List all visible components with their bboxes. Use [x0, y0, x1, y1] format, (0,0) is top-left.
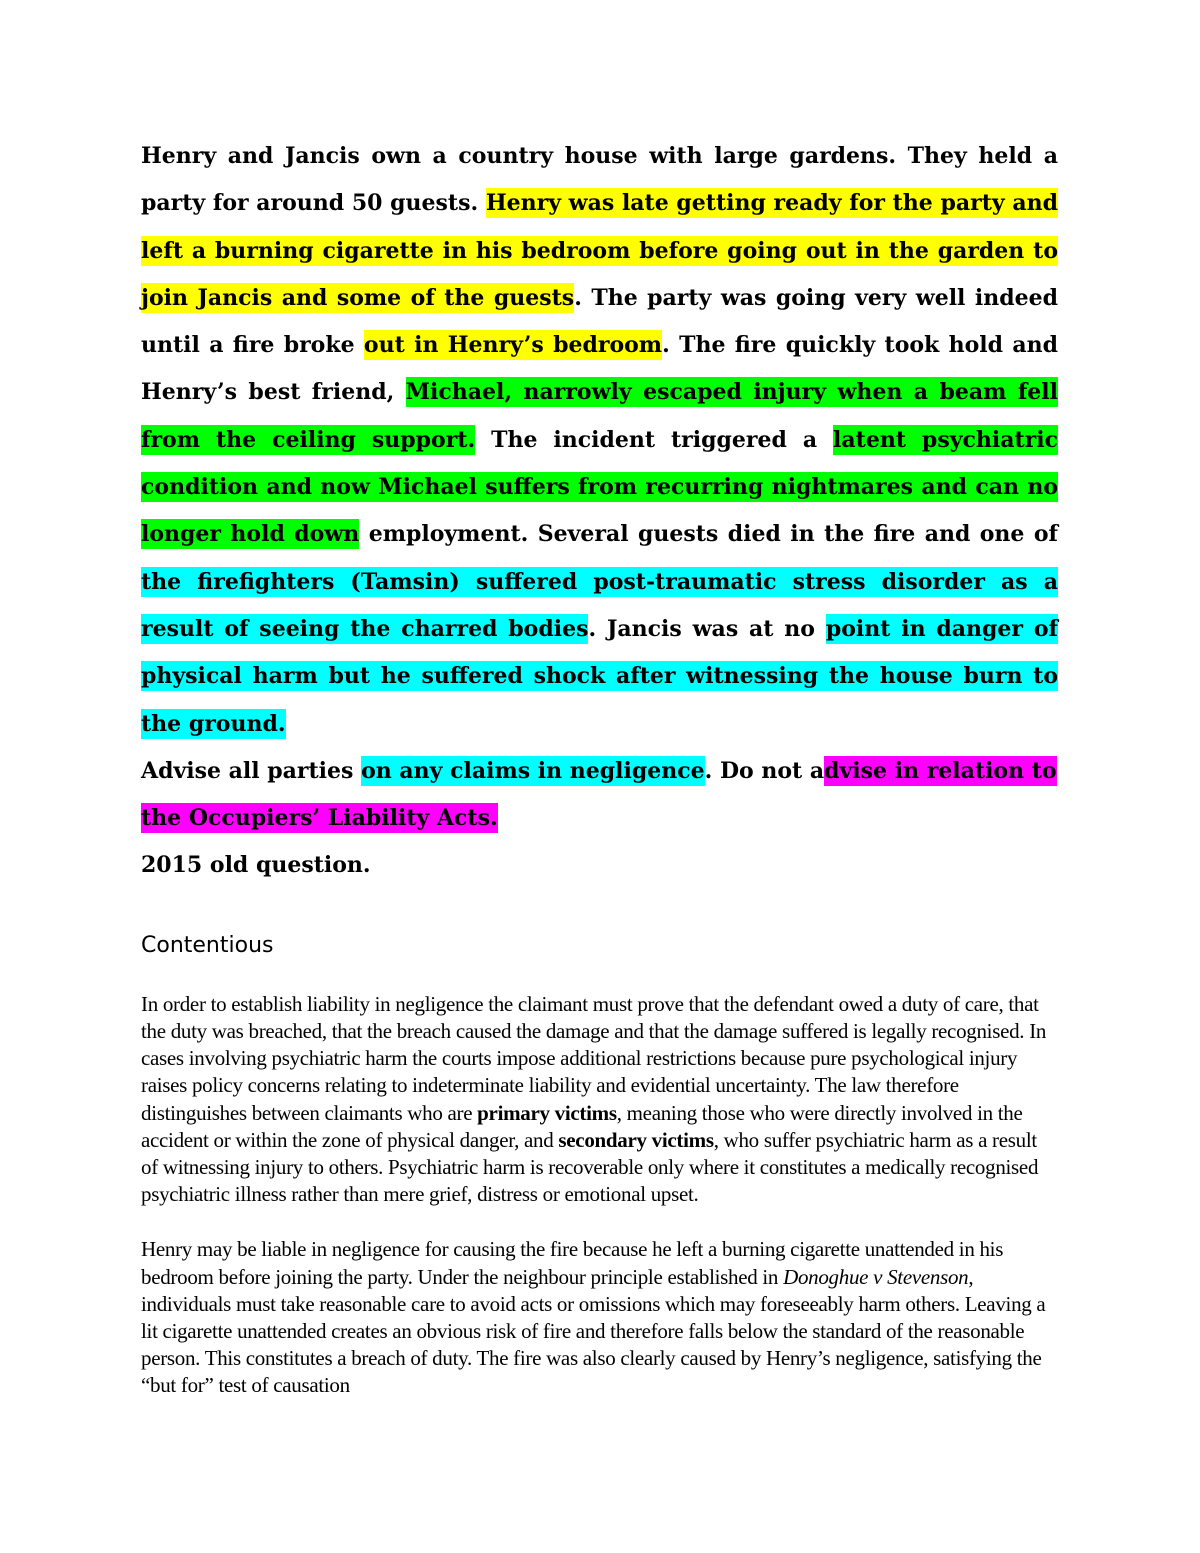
highlight-cyan: on any claims in negligence: [361, 757, 705, 784]
highlight-yellow: out in Henry’s bedroom: [363, 332, 663, 359]
question-year: 2015 old question.: [141, 852, 371, 879]
body-text: , individuals must take reasonable care to avoid acts or omissions which may foreseeably harm others. Leaving a lit cigarette unattended creates an obvious risk of fire and therefore falls below the standard of the reasonable person. This constitutes a breach of duty. The fire was also clearly caused by Henry’s negligence, satisfying the “but for” test of causation: [141, 1264, 1046, 1398]
highlight-yellow: Henry was late getting ready for the party and left a burning cigarette in his bedroom before going out in the garden to join Jancis and some of the guests: [141, 190, 1058, 311]
body-paragraph-1: [141, 991, 1058, 1209]
body-text: , meaning those who were directly involved in the accident or within the zone of physical danger, and: [141, 1100, 1023, 1152]
highlight-cyan: point in danger of physical harm but he suffered shock after witnessing the house burn to the ground.: [141, 615, 1058, 737]
question-text: . The party was going very well indeed until a fire broke: [141, 284, 1058, 359]
highlight-cyan: the firefighters (Tamsin) suffered post-traumatic stress disorder as a result of seeing the charred bodies: [141, 568, 1058, 642]
bold-term-primary-victims: primary victims: [477, 1100, 617, 1125]
body-text: In order to establish liability in negligence the claimant must prove that the defendant owed a duty of care, that the duty was breached, that the breach caused the damage and that the damage suffered is legally recognised. In cases involving psychiatric harm the courts impose additional restrictions because pure psychological injury raises policy concerns relating to indeterminate liability and evidential uncertainty. The law therefore distinguishes between claimants who are: [141, 991, 1047, 1125]
question-text: employment. Several guests died in the fire and one of: [359, 521, 1058, 548]
body-paragraph-2: [141, 1236, 1058, 1399]
body-text: Henry may be liable in negligence for causing the fire because he left a burning cigarette unattended in his bedroom before joining the party. Under the neighbour principle established in: [141, 1237, 1004, 1289]
question-paragraph: [141, 133, 1058, 748]
question-text: The incident triggered a: [475, 426, 834, 453]
body-text: , who suffer psychiatric harm as a result of witnessing injury to others. Psychiatric harm is recoverable only where it constitutes a medically recognised psychiatric illness rather than mere grief, distress or emotional upset.: [141, 1127, 1039, 1207]
instruction-paragraph: [141, 748, 1058, 843]
instruction-text: . Do not a: [704, 757, 825, 784]
document-page: [141, 133, 1058, 1400]
question-text: . Jancis was at no: [588, 615, 826, 642]
highlight-green: Michael, narrowly escaped injury when a beam fell from the ceiling support.: [141, 379, 1058, 453]
question-text: Henry and Jancis own a country house with large gardens. They held a party for around 50 guests.: [141, 143, 1058, 217]
instruction-text: Advise all parties: [141, 757, 362, 784]
case-citation: Donoghue v Stevenson: [783, 1264, 969, 1289]
highlight-green: latent psychiatric condition and now Michael suffers from recurring nightmares and can no longer hold down: [141, 426, 1058, 548]
section-heading: Contentious: [141, 932, 274, 958]
bold-term-secondary-victims: secondary victims: [558, 1127, 714, 1152]
question-text: . The fire quickly took hold and Henry’s best friend,: [141, 332, 1058, 406]
highlight-magenta: dvise in relation to the Occupiers’ Liability Acts.: [141, 757, 1057, 832]
